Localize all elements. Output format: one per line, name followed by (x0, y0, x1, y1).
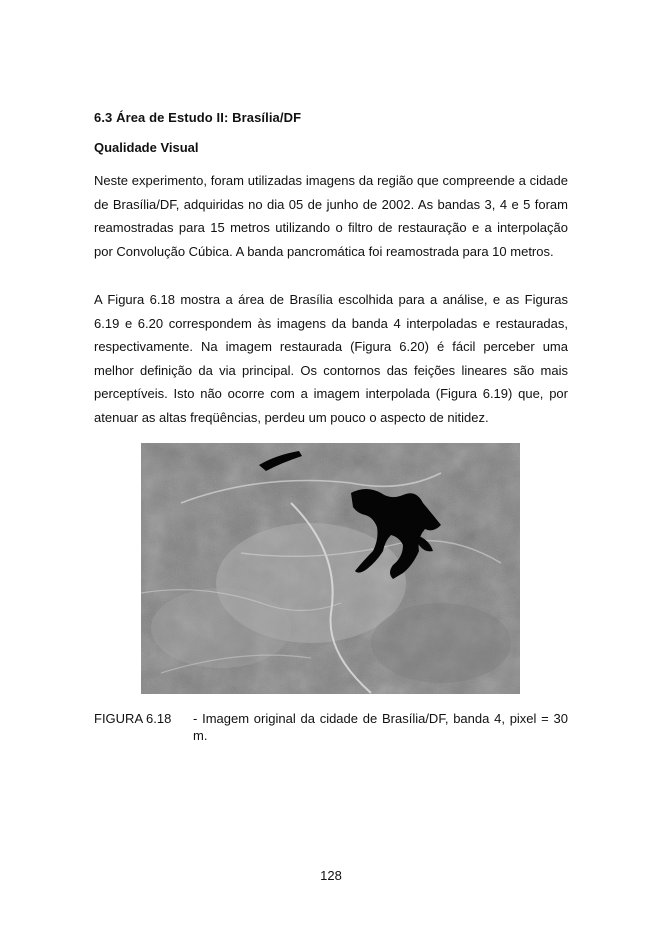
subsection-heading: Qualidade Visual (94, 140, 199, 155)
satellite-image-figure (141, 443, 520, 694)
paragraph-2: A Figura 6.18 mostra a área de Brasília escolhida para a análise, e as Figuras 6.19 e 6.20 correspondem às imagens da banda 4 interpoladas e restauradas, respectivamente. Na imagem restaurada (Figura 6.20) é fácil perceber uma melhor definição da via principal. Os contornos das feições lineares são mais perceptíveis. Isto não ocorre com a imagem interpolada (Figura 6.19) que, por atenuar as altas freqüências, perdeu um pouco o aspecto de nitidez. (94, 292, 568, 425)
paragraph-1: Neste experimento, foram utilizadas imagens da região que compreende a cidade de Brasília/DF, adquiridas no dia 05 de junho de 2002. As bandas 3, 4 e 5 foram reamostradas para 15 metros utilizando o filtro de restauração e a interpolação por Convolução Cúbica. A banda pancromática foi reamostrada para 10 metros. (94, 173, 568, 259)
page-number: 128 (320, 868, 342, 883)
section-heading: 6.3 Área de Estudo II: Brasília/DF (94, 110, 302, 125)
figure-label: FIGURA 6.18 (94, 711, 172, 726)
satellite-image (141, 443, 520, 694)
figure-caption-text: - Imagem original da cidade de Brasília/DF, banda 4, pixel = 30 m. (193, 711, 568, 743)
